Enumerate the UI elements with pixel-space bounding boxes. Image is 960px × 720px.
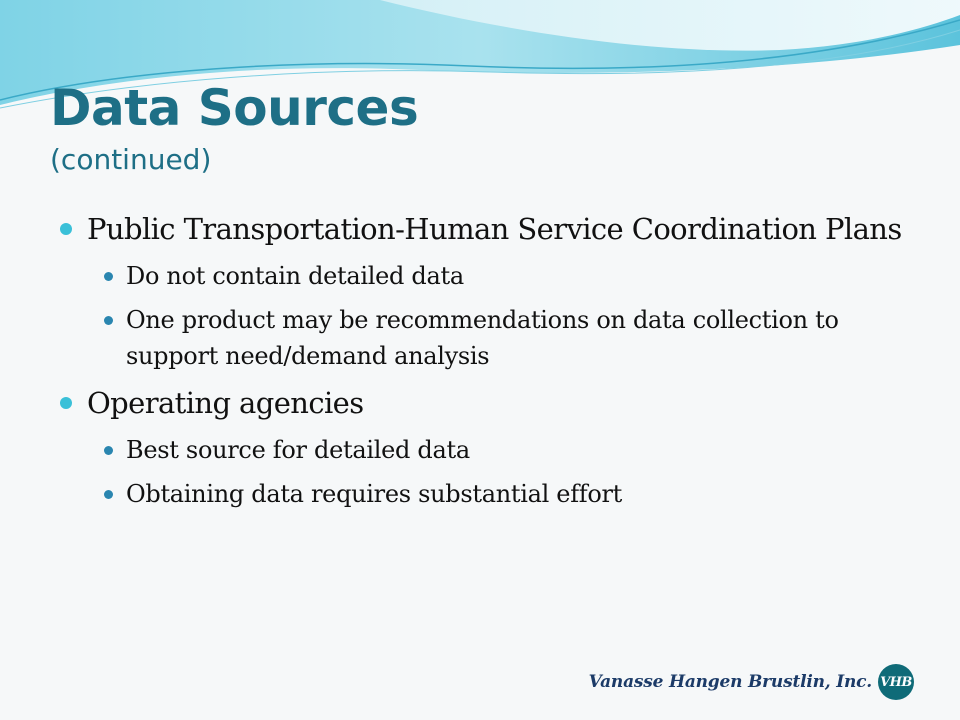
sub-bullet-item: Best source for detailed data: [60, 432, 910, 468]
slide-title: Data Sources: [50, 79, 419, 137]
sub-bullet-item: Do not contain detailed data: [60, 258, 910, 294]
slide-subtitle: (continued): [50, 142, 212, 176]
sub-bullet-item: Obtaining data requires substantial effort: [60, 476, 910, 512]
company-logo: [589, 664, 914, 700]
title-area: [50, 79, 419, 176]
sub-bullet-item: One product may be recommendations on data collection to support need/demand analysis: [60, 302, 910, 374]
bullet-item: Public Transportation-Human Service Coordination Plans: [60, 208, 910, 250]
bullet-item: Operating agencies: [60, 382, 910, 424]
company-name: Vanasse Hangen Brustlin, Inc.: [588, 672, 872, 692]
bullet-list: [60, 208, 910, 512]
vhb-logo-icon: VHB: [878, 664, 914, 700]
